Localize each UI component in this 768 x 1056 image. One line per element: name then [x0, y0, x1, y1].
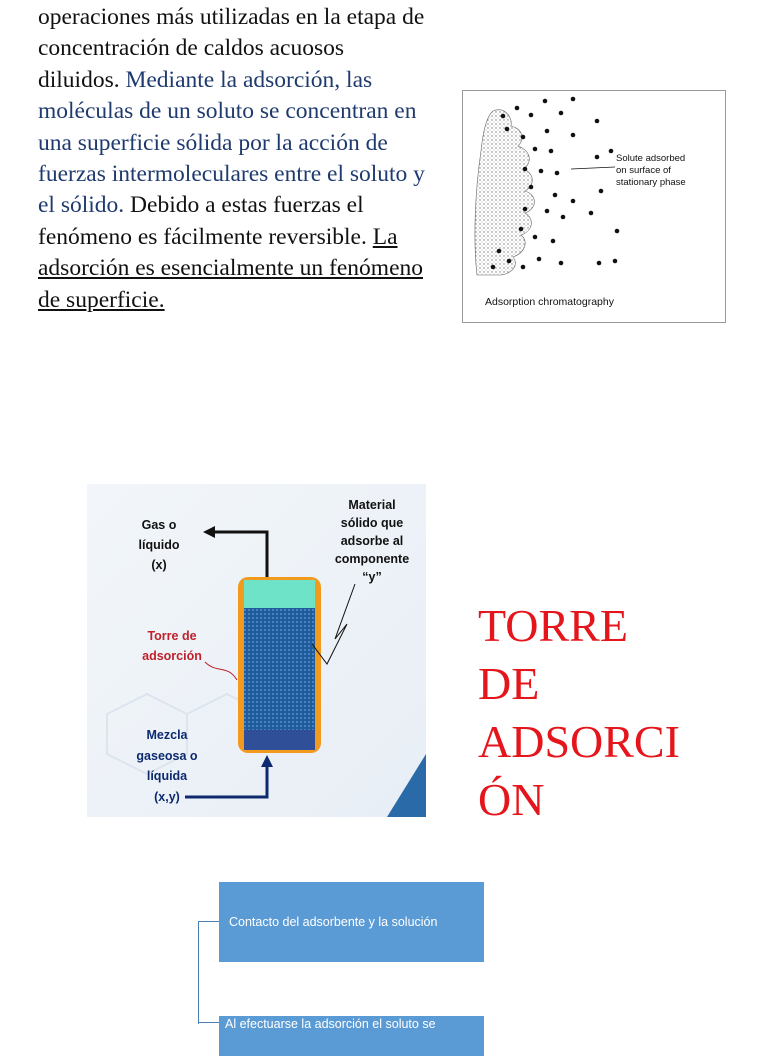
diagram-connector-bottom [198, 1022, 219, 1023]
diagram-box-adsorption-text: Al efectuarse la adsorción el soluto se [225, 1017, 436, 1031]
torre-title-line2: DE [478, 658, 540, 709]
input-label-line2: gaseosa o [136, 749, 198, 763]
label-leader-line [571, 167, 615, 169]
paragraph-part1: operaciones más utilizadas en la etapa de concentración de caldos acuosos diluidos. [38, 4, 425, 93]
paragraph-part4: La adsorción es esencialmente un fenómeno de superficie. [38, 223, 423, 313]
material-label-line1: Material [348, 498, 396, 512]
figure1-label-line1: Solute adsorbed [616, 153, 686, 164]
adsorption-tower-figure [87, 484, 426, 817]
paragraph-part2: Mediante la adsorción, las moléculas de un soluto se concentran en una superficie sólida por la acción de fuerzas intermoleculares entre el soluto y el sólido. [38, 66, 425, 219]
output-label-line3: (x) [151, 558, 167, 572]
diagram-box-contact [219, 882, 484, 962]
stationary-phase-shape [475, 110, 534, 275]
body-paragraph [38, 2, 428, 316]
material-label-line4: componente [334, 552, 410, 566]
input-label-line3: líquida [146, 769, 188, 783]
tower-illustration [87, 484, 426, 817]
figure1-label-line2: on surface of [616, 165, 671, 176]
torre-title-line1: TORRE [478, 600, 628, 651]
output-label-line1: Gas o [141, 518, 177, 532]
input-label-line1: Mezcla [146, 728, 188, 742]
material-label-line3: adsorbe al [340, 534, 404, 548]
output-label-line2: líquido [138, 538, 180, 552]
chromatography-illustration [463, 91, 725, 322]
diagram-box-contact-text: Contacto del adsorbente y la solución [229, 915, 438, 929]
material-label-line2: sólido que [340, 516, 404, 530]
tower-label-line1: Torre de [147, 629, 197, 643]
figure1-label-line3: stationary phase [616, 177, 686, 188]
torre-title-line3: ADSORCI [478, 716, 680, 767]
paragraph-part3: Debido a estas fuerzas el fenómeno es fácilmente reversible. [38, 192, 373, 250]
material-label-line5: “y” [362, 570, 382, 584]
diagram-box-adsorption [219, 1016, 484, 1056]
tower-label-line2: adsorción [142, 649, 202, 663]
figure1-caption: Adsorption chromatography [485, 296, 614, 308]
adsorption-chromatography-figure [462, 90, 726, 323]
diagram-connector-vertical [198, 921, 199, 1024]
tower-top-zone [244, 580, 315, 608]
torre-title [478, 597, 718, 829]
diagram-connector-top [198, 921, 219, 922]
input-label-line4: (x,y) [154, 790, 180, 804]
torre-title-line4: ÓN [478, 774, 545, 825]
tower-bottom-zone [244, 730, 315, 750]
tower-packed-bed [244, 608, 315, 730]
